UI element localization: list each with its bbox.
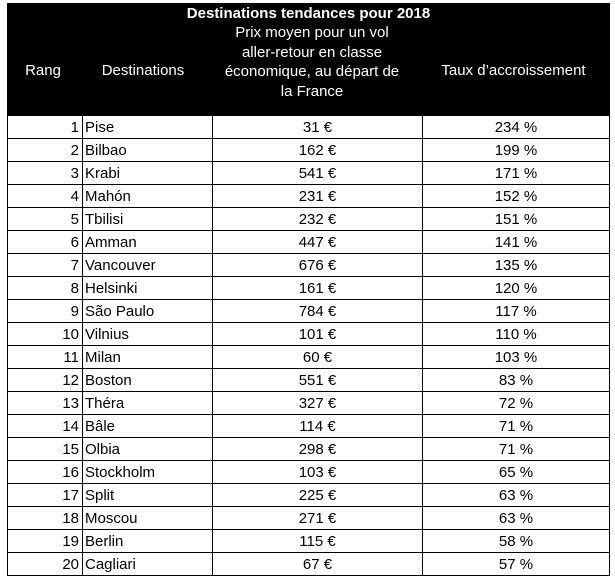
taux-cell: 65 % [423, 461, 610, 484]
prix-cell: 231 € [213, 185, 423, 208]
rang-cell: 8 [8, 277, 83, 300]
destination-cell: Tbilisi [83, 208, 213, 231]
header-prix [207, 23, 417, 101]
prix-cell: 551 € [213, 369, 423, 392]
destination-cell: Cagliari [83, 553, 213, 576]
table-row [8, 415, 610, 438]
rang-cell: 6 [8, 231, 83, 254]
prix-cell: 298 € [213, 438, 423, 461]
destination-cell: Milan [83, 346, 213, 369]
prix-cell: 161 € [213, 277, 423, 300]
prix-cell: 31 € [213, 116, 423, 139]
rang-cell: 13 [8, 392, 83, 415]
table-row [8, 231, 610, 254]
table-row [8, 208, 610, 231]
destination-cell: Krabi [83, 162, 213, 185]
destination-cell: Moscou [83, 507, 213, 530]
destination-cell: São Paulo [83, 300, 213, 323]
rang-cell: 7 [8, 254, 83, 277]
rang-cell: 12 [8, 369, 83, 392]
rang-cell: 19 [8, 530, 83, 553]
destination-cell: Bilbao [83, 139, 213, 162]
table-row [8, 162, 610, 185]
header-rang: Rang [25, 62, 61, 79]
taux-cell: 120 % [423, 277, 610, 300]
destination-cell: Stockholm [83, 461, 213, 484]
destination-cell: Mahón [83, 185, 213, 208]
rang-cell: 4 [8, 185, 83, 208]
taux-cell: 117 % [423, 300, 610, 323]
rang-cell: 5 [8, 208, 83, 231]
rang-cell: 20 [8, 553, 83, 576]
prix-cell: 784 € [213, 300, 423, 323]
taux-cell: 71 % [423, 438, 610, 461]
taux-cell: 58 % [423, 530, 610, 553]
prix-cell: 225 € [213, 484, 423, 507]
rang-cell: 10 [8, 323, 83, 346]
header-taux: Taux d’accroissement [441, 62, 586, 79]
header-prix-line: la France [280, 82, 344, 100]
prix-cell: 67 € [213, 553, 423, 576]
prix-cell: 327 € [213, 392, 423, 415]
destination-cell: Split [83, 484, 213, 507]
taux-cell: 83 % [423, 369, 610, 392]
header-destinations: Destinations [101, 62, 185, 79]
prix-cell: 162 € [213, 139, 423, 162]
destinations-table [7, 3, 610, 576]
prix-cell: 115 € [213, 530, 423, 553]
prix-cell: 114 € [213, 415, 423, 438]
table-header [7, 3, 610, 115]
destination-cell: Helsinki [83, 277, 213, 300]
taux-cell: 199 % [423, 139, 610, 162]
rang-cell: 11 [8, 346, 83, 369]
table-row [8, 346, 610, 369]
prix-cell: 232 € [213, 208, 423, 231]
table-row [8, 323, 610, 346]
prix-cell: 676 € [213, 254, 423, 277]
table-row [8, 254, 610, 277]
taux-cell: 141 % [423, 231, 610, 254]
table-row [8, 369, 610, 392]
rang-cell: 1 [8, 116, 83, 139]
taux-cell: 103 % [423, 346, 610, 369]
taux-cell: 57 % [423, 553, 610, 576]
prix-cell: 101 € [213, 323, 423, 346]
destination-cell: Bâle [83, 415, 213, 438]
destination-cell: Pise [83, 116, 213, 139]
table-row [8, 530, 610, 553]
table-row [8, 116, 610, 139]
prix-cell: 103 € [213, 461, 423, 484]
prix-cell: 60 € [213, 346, 423, 369]
table-row [8, 392, 610, 415]
taux-cell: 171 % [423, 162, 610, 185]
prix-cell: 447 € [213, 231, 423, 254]
taux-cell: 110 % [423, 323, 610, 346]
rang-cell: 2 [8, 139, 83, 162]
table-row [8, 507, 610, 530]
table-row [8, 484, 610, 507]
table-row [8, 553, 610, 576]
rang-cell: 14 [8, 415, 83, 438]
header-prix-line: économique, au départ de [224, 63, 400, 80]
destination-cell: Berlin [83, 530, 213, 553]
destination-cell: Vilnius [83, 323, 213, 346]
destination-cell: Boston [83, 369, 213, 392]
taux-cell: 234 % [423, 116, 610, 139]
rang-cell: 17 [8, 484, 83, 507]
rang-cell: 15 [8, 438, 83, 461]
taux-cell: 135 % [423, 254, 610, 277]
prix-cell: 271 € [213, 507, 423, 530]
destination-cell: Amman [83, 231, 213, 254]
table-body [7, 115, 610, 576]
taux-cell: 151 % [423, 208, 610, 231]
taux-cell: 71 % [423, 415, 610, 438]
rang-cell: 16 [8, 461, 83, 484]
table-row [8, 300, 610, 323]
table-row [8, 185, 610, 208]
rang-cell: 9 [8, 300, 83, 323]
destination-cell: Vancouver [83, 254, 213, 277]
destination-cell: Théra [83, 392, 213, 415]
taux-cell: 72 % [423, 392, 610, 415]
taux-cell: 152 % [423, 185, 610, 208]
table-row [8, 461, 610, 484]
header-prix-line: aller-retour en classe [241, 43, 383, 61]
table-title: Destinations tendances pour 2018 [186, 5, 431, 22]
rang-cell: 18 [8, 507, 83, 530]
table-row [8, 438, 610, 461]
prix-cell: 541 € [213, 162, 423, 185]
header-prix-line: Prix moyen pour un vol [235, 24, 389, 41]
taux-cell: 63 % [423, 484, 610, 507]
taux-cell: 63 % [423, 507, 610, 530]
table-row [8, 277, 610, 300]
destination-cell: Olbia [83, 438, 213, 461]
table-row [8, 139, 610, 162]
rang-cell: 3 [8, 162, 83, 185]
